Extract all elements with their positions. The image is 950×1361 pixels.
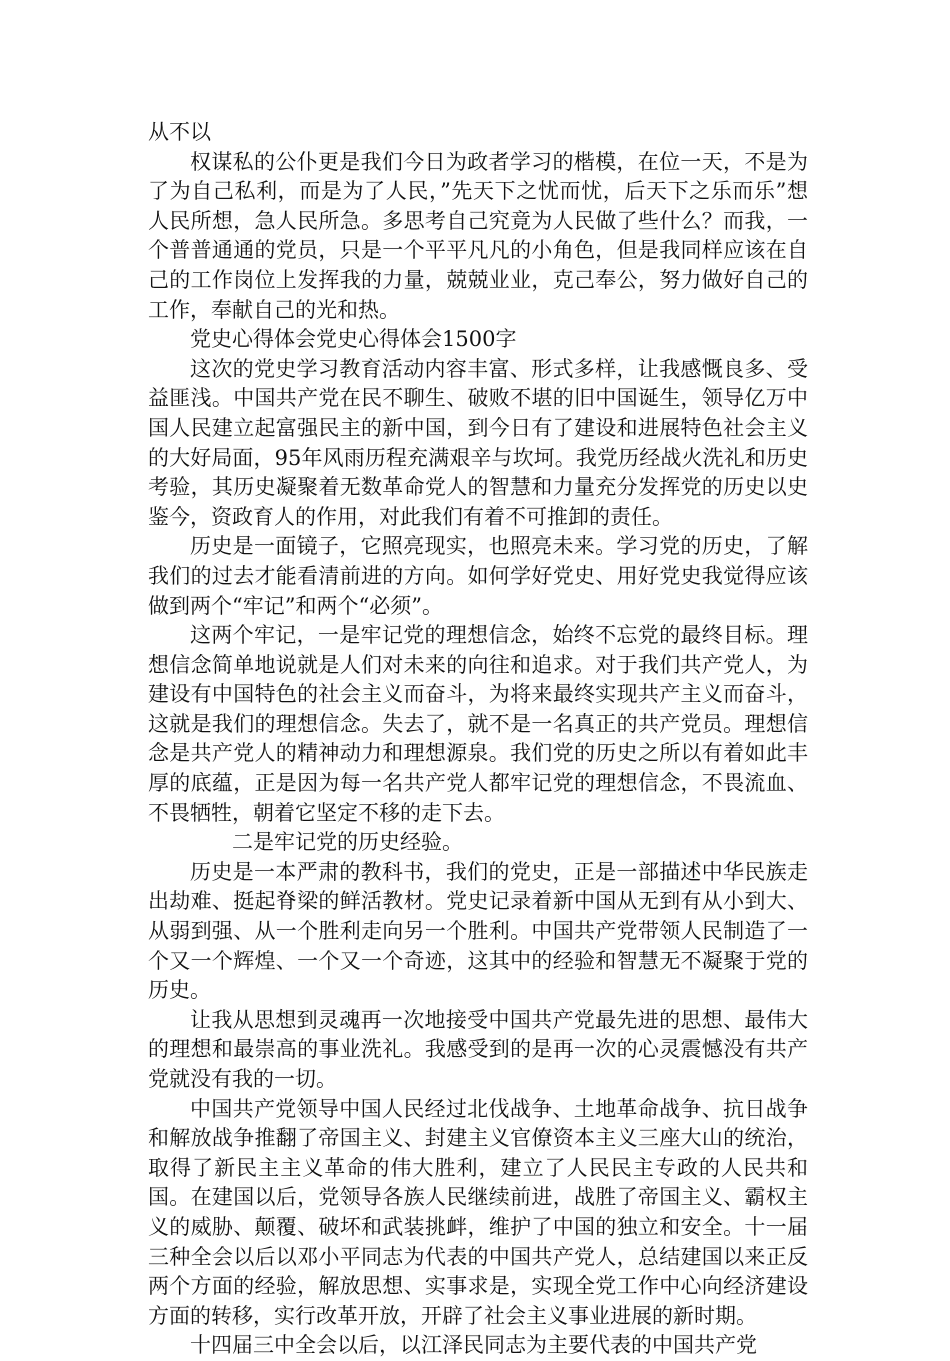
paragraph: 这两个牢记，一是牢记党的理想信念，始终不忘党的最终目标。理想信念简单地说就是人们对未来的向往和追求。对于我们共产党人，为建设有中国特色的社会主义而奋斗，为将来最终实现共产主义而奋斗，这就是我们的理想信念。失去了，就不是一名真正的共产党员。理想信念是共产党人的精神动力和理想源泉。我们党的历史之所以有着如此丰厚的底蕴，正是因为每一名共产党人都牢记党的理想信念，不畏流血、不畏牺牲，朝着它坚定不移的走下去。 (148, 623, 808, 825)
paragraph: 权谋私的公仆更是我们今日为政者学习的楷模，在位一天，不是为了为自己私利，而是为了人民，”先天下之忧而忧，后天下之乐而乐”想人民所想，急人民所急。多思考自己究竟为人民做了些什么？而我，一个普普通通的党员，只是一个平平凡凡的小角色，但是我同样应该在自己的工作岗位上发挥我的力量，兢兢业业，克己奉公，努力做好自己的工作，奉献自己的光和热。 (148, 149, 808, 322)
paragraph: 历史是一本严肃的教科书，我们的党史，正是一部描述中华民族走出劫难、挺起脊梁的鲜活教材。党史记录着新中国从无到有从小到大、从弱到强、从一个胜利走向另一个胜利。中国共产党带领人民制造了一个又一个辉煌、一个又一个奇迹，这其中的经验和智慧无不凝聚于党的历史。 (148, 859, 808, 1003)
paragraph-continuation: 从不以 (148, 120, 211, 144)
section-heading: 党史心得体会党史心得体会1500字 (190, 327, 517, 352)
paragraph: 中国共产党领导中国人民经过北伐战争、土地革命战争、抗日战争和解放战争推翻了帝国主义、封建主义官僚资本主义三座大山的统治，取得了新民主主义革命的伟大胜利，建立了人民民主专政的人民共和国。在建国以后，党领导各族人民继续前进，战胜了帝国主义、霸权主义的威胁、颠覆、破坏和武装挑衅，维护了中国的独立和安全。十一届三种全会以后以邓小平同志为代表的中国共产党人，总结建国以来正反两个方面的经验，解放思想、实事求是，实现全党工作中心向经济建设方面的转移，实行改革开放，开辟了社会主义事业进展的新时期。 (148, 1096, 808, 1328)
paragraph: 历史是一面镜子，它照亮现实，也照亮未来。学习党的历史，了解我们的过去才能看清前进的方向。如何学好党史、用好党史我觉得应该做到两个“牢记”和两个“必须”。 (148, 534, 808, 618)
paragraph: 这次的党史学习教育活动内容丰富、形式多样，让我感慨良多、受益匪浅。中国共产党在民不聊生、破败不堪的旧中国诞生，领导亿万中国人民建立起富强民主的新中国，到今日有了建设和进展特色社会主义的大好局面，95年风雨历程充满艰辛与坎坷。我党历经战火洗礼和历史考验，其历史凝聚着无数革命党人的智慧和力量充分发挥党的历史以史鉴今，资政育人的作用，对此我们有着不可推卸的责任。 (148, 356, 808, 529)
paragraph: 让我从思想到灵魂再一次地接受中国共产党最先进的思想、最伟大的理想和最崇高的事业洗礼。我感受到的是再一次的心灵震憾没有共产党就没有我的一切。 (148, 1007, 808, 1091)
document-body (148, 118, 808, 1361)
paragraph: 二是牢记党的历史经验。 (232, 830, 463, 855)
paragraph: 十四届三中全会以后，以江泽民同志为主要代表的中国共产党 (190, 1333, 757, 1358)
